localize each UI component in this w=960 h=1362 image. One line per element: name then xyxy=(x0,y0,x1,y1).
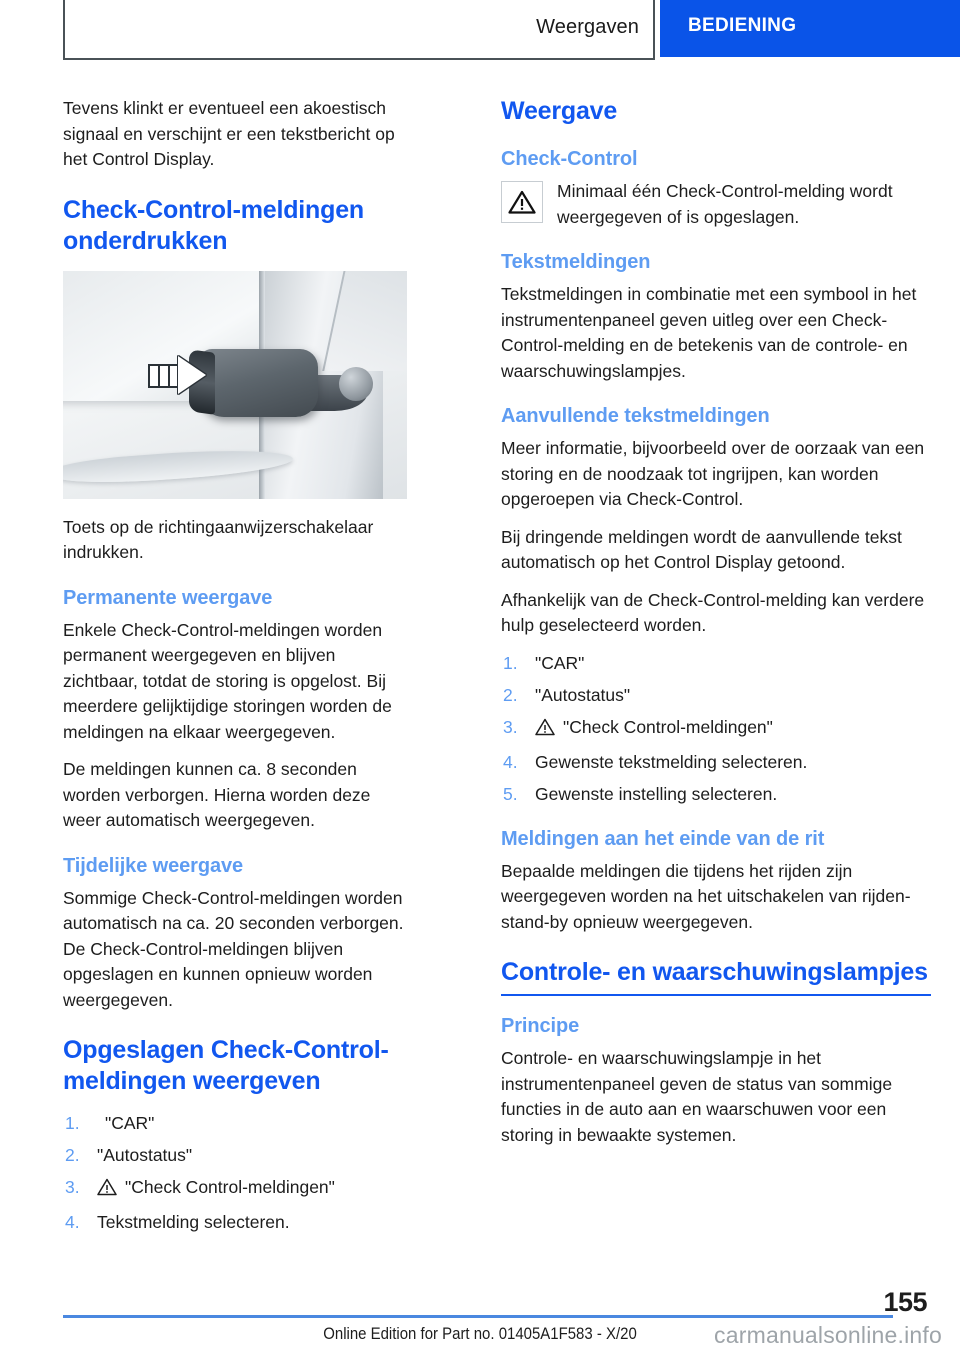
list-item xyxy=(63,1111,407,1136)
subheading-principle: Principe xyxy=(501,1015,580,1037)
list-item xyxy=(501,750,931,775)
principle-paragraph-1: Controle- en waarschuwingslampje in het instrumentenpaneel geven de status van sommige functies in de auto aan en waarschuwen voor een storing in bewaakte systemen. xyxy=(501,1048,893,1145)
subheading-text-messages: Tekstmeldingen xyxy=(501,251,651,273)
step-text: Tekstmelding selecteren. xyxy=(97,1212,290,1232)
list-item xyxy=(63,1175,407,1203)
step-text: "CAR" xyxy=(535,652,585,673)
left-column xyxy=(0,96,450,1242)
subheading-temporary-display: Tijdelijke weergave xyxy=(63,854,244,877)
step-text: Gewenste tekstmelding selecteren. xyxy=(535,751,808,772)
stored-messages-steps xyxy=(63,1111,407,1235)
additional-paragraph-3: Afhankelijk van de Check-Control-melding kan verdere hulp geselecteerd worden. xyxy=(501,589,925,635)
page-header xyxy=(0,0,960,62)
heading-indicator-warning-lamps: Controle- en waarschuwingslampjes xyxy=(501,957,931,996)
arrow-bar-2 xyxy=(168,364,170,388)
subheading-additional-text-messages: Aanvullende tekstmeldingen xyxy=(501,405,770,427)
step-text: "Check Control-meldingen" xyxy=(563,716,773,737)
header-chapter-tab xyxy=(660,0,960,57)
arrow-head xyxy=(178,356,206,394)
turn-signal-stalk-photo xyxy=(63,271,407,499)
intro-paragraph: Tevens klinkt er eventueel een akoestisch signaal en verschijnt er een tekstbericht op het Control Display. xyxy=(63,98,395,169)
step-text: "CAR" xyxy=(105,1113,155,1133)
heading-display: Weergave xyxy=(501,97,618,125)
end-of-trip-paragraph-1: Bepaalde meldingen die tijdens het rijden zijn weergegeven worden na het uitschakelen van rijden-stand-by opnieuw weergegeven. xyxy=(501,860,911,932)
step-text: "Autostatus" xyxy=(535,684,631,705)
additional-paragraph-1: Meer informatie, bijvoorbeeld over de oorzaak van een storing en de noodzaak tot ingrijpen, kan worden opgeroepen via Check-Control. xyxy=(501,438,925,509)
additional-paragraph-2: Bij dringende meldingen wordt de aanvullende tekst automatisch op het Control Display getoond. xyxy=(501,526,902,572)
step-text: "Check Control-meldingen" xyxy=(125,1177,335,1197)
step-text: "Autostatus" xyxy=(97,1145,193,1165)
arrow-pointer-icon xyxy=(148,357,204,395)
warning-triangle-icon xyxy=(535,718,555,743)
list-item xyxy=(501,651,931,676)
list-item xyxy=(501,782,931,807)
arrow-bar-1 xyxy=(158,364,160,388)
permanent-paragraph-1: Enkele Check-Control-meldingen worden permanent weergegeven en blijven zichtbaar, totdat de storing is opgelost. Bij meerdere gelijktijdige storingen worden de meldingen na elkaar weergegeven. xyxy=(63,619,392,742)
list-item xyxy=(501,715,931,743)
header-chapter-label: BEDIENING xyxy=(688,14,797,36)
subheading-end-of-trip: Meldingen aan het einde van de rit xyxy=(501,827,825,850)
additional-messages-steps xyxy=(501,651,931,807)
header-section-box xyxy=(63,0,655,60)
subheading-check-control: Check-Control xyxy=(501,148,638,170)
footer-divider xyxy=(63,1315,893,1318)
list-item xyxy=(63,1143,407,1168)
photo-stalk-knob xyxy=(339,367,373,401)
step-text: Gewenste instelling selecteren. xyxy=(535,783,778,804)
right-column xyxy=(450,96,960,1242)
text-messages-paragraph-1: Tekstmeldingen in combinatie met een symbool in het instrumentenpaneel geven uitleg over een Check-Control-melding en de betekenis van de controle- en waarschuwingslampjes. xyxy=(501,284,917,381)
page-columns xyxy=(0,96,960,1242)
subheading-permanent-display: Permanente weergave xyxy=(63,586,273,609)
warning-triangle-icon xyxy=(501,181,543,223)
permanent-paragraph-2: De meldingen kunnen ca. 8 seconden worden verborgen. Hierna worden deze weer automatisch weergegeven. xyxy=(63,759,371,830)
edition-notice: Online Edition for Part no. 01405A1F583 - X/20 xyxy=(323,1324,637,1343)
site-watermark: carmanualsonline.info xyxy=(714,1322,942,1348)
figure-caption: Toets op de richtingaanwijzerschakelaar indrukken. xyxy=(63,516,374,562)
warning-triangle-icon xyxy=(97,1178,117,1203)
note-text: Minimaal één Check-Control-melding wordt weergegeven of is opgeslagen. xyxy=(557,181,893,227)
heading-stored-messages: Opgeslagen Check-Control-meldingen weergeven xyxy=(63,1036,389,1095)
arrow-shaft xyxy=(148,364,182,388)
check-control-note xyxy=(501,179,931,230)
header-section-label: Weergaven xyxy=(536,15,639,38)
list-item xyxy=(63,1210,407,1235)
list-item xyxy=(501,683,931,708)
heading-suppress-messages: Check-Control-meldingen onderdrukken xyxy=(63,195,364,255)
page-footer xyxy=(0,1282,960,1362)
temporary-paragraph-1: Sommige Check-Control-meldingen worden automatisch na ca. 20 seconden verborgen. De Check-Control-meldingen blijven opgeslagen en kunnen opnieuw worden weergegeven. xyxy=(63,887,404,1010)
page-number: 155 xyxy=(883,1287,927,1317)
photo-stalk-body xyxy=(198,349,318,417)
